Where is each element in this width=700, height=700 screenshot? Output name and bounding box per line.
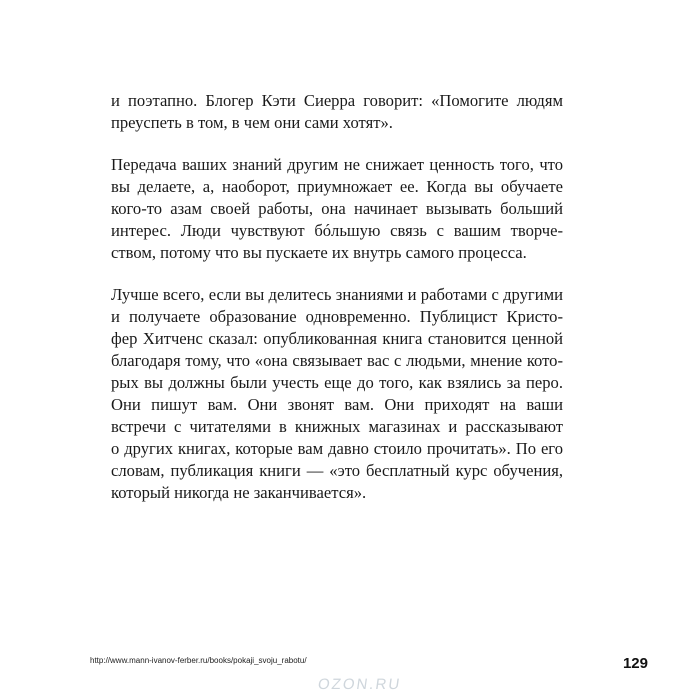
text-line: о других книгах, которые вам давно стоило прочитать». По его <box>111 439 563 458</box>
text-line: Передача ваших знаний другим не снижает ценность того, что <box>111 155 563 174</box>
paragraph-1 <box>111 90 563 134</box>
text-line: преуспеть в том, в чем они сами хотят». <box>111 113 393 132</box>
paragraph-3 <box>111 284 563 504</box>
text-line: благодаря тому, что «она связывает вас с людьми, мнение кото- <box>111 351 563 370</box>
text-line: встречи с читателями в книжных магазинах и рассказывают <box>111 417 563 436</box>
text-line: словам, публикация книги — «это бесплатный курс обучения, <box>111 461 563 480</box>
text-line: кого-то азам своей работы, она начинает вызывать больший <box>111 199 563 218</box>
text-line: ством, потому что вы пускаете их внутрь самого процесса. <box>111 243 527 262</box>
ozon-watermark: OZON.RU <box>316 676 403 693</box>
text-line: Лучше всего, если вы делитесь знаниями и работами с другими <box>111 285 563 304</box>
page-number: 129 <box>622 655 648 672</box>
text-line: интерес. Люди чувствуют бóльшую связь с вашим творче- <box>111 221 563 240</box>
text-line: вы делаете, а, наоборот, приумножает ее. Когда вы обучаете <box>111 177 563 196</box>
paragraph-2 <box>111 154 563 264</box>
text-line: и получаете образование одновременно. Публицист Кристо- <box>111 307 563 326</box>
text-line: фер Хитченс сказал: опубликованная книга становится ценной <box>111 329 563 348</box>
text-line: Они пишут вам. Они звонят вам. Они приходят на ваши <box>111 395 563 414</box>
source-url-link[interactable]: http://www.mann-ivanov-ferber.ru/books/pokaji_svoju_rabotu/ <box>90 656 307 665</box>
body-text <box>111 90 563 524</box>
text-line: который никогда не заканчивается». <box>111 483 367 502</box>
text-line: и поэтапно. Блогер Кэти Сиерра говорит: «Помогите людям <box>111 91 563 110</box>
text-line: рых вы должны были учесть еще до того, как взялись за перо. <box>111 373 563 392</box>
